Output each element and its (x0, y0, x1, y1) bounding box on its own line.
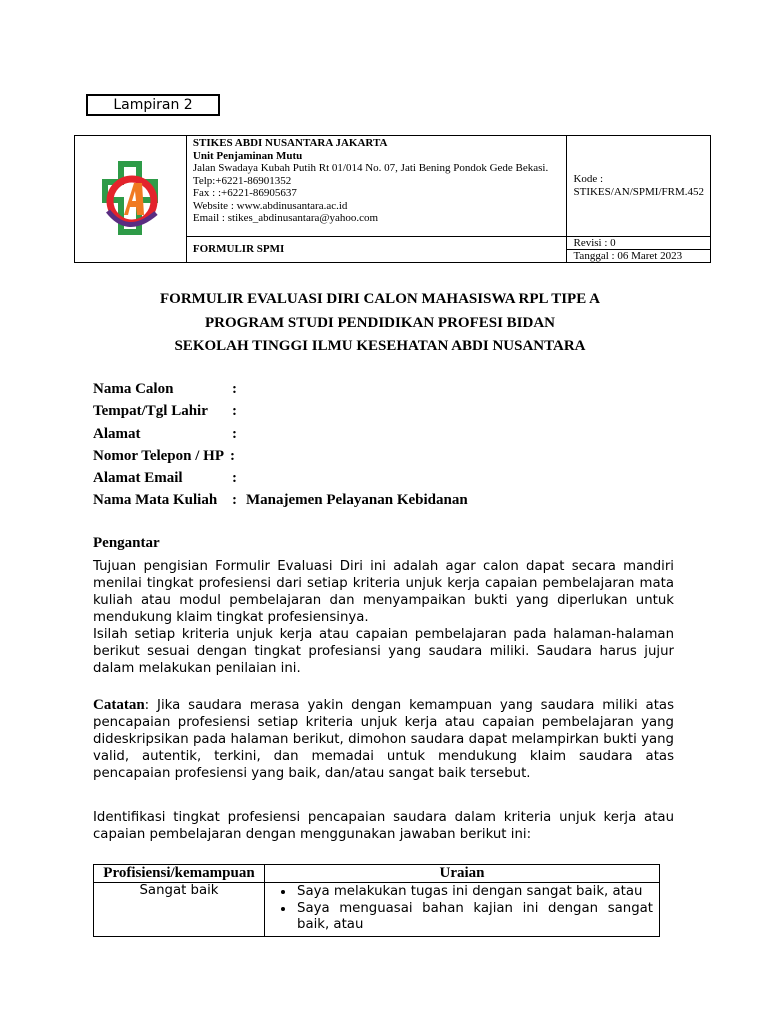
proficiency-level: Sangat baik (94, 883, 265, 937)
field-alamat: Alamat : (93, 425, 237, 442)
identifikasi-paragraph: Identifikasi tingkat profesiensi pencapaian saudara dalam kriteria unjuk kerja atau capaian pembelajaran dengan menggunakan jawaban berikut ini: (93, 810, 674, 842)
field-alamat-email: Alamat Email : (93, 470, 237, 487)
revisi-text: Revisi : 0 (567, 237, 710, 250)
list-item: • Saya melakukan tugas ini dengan sangat baik, atau (295, 884, 653, 901)
uraian-cell (265, 883, 660, 937)
proficiency-table (93, 864, 660, 937)
catatan-label: Catatan (93, 697, 145, 713)
table-header-row (94, 865, 660, 883)
field-tempat-tgl-lahir: Tempat/Tgl Lahir : (93, 403, 237, 420)
institution-info-cell (186, 136, 567, 237)
applicant-fields (93, 378, 468, 512)
kode-value: STIKES/AN/SPMI/FRM.452 (573, 186, 704, 198)
form-title (74, 288, 686, 359)
field-nomor-telepon: Nomor Telepon / HP : (93, 447, 235, 464)
pengantar-heading: Pengantar (93, 535, 160, 551)
unit-name: Unit Penjaminan Mutu (192, 149, 303, 162)
pengantar-paragraph-1: Tujuan pengisian Formulir Evaluasi Diri ini adalah agar calon dapat secara mandiri menilai tingkat profesiensi dari setiap kriteria unjuk kerja capaian pembelajaran mata kuliah atau modul pembelajaran dan menyampaikan bukti yang diperlukan untuk mendukung klaim tingkat profesiensinya. (93, 559, 674, 625)
table-row (94, 883, 660, 937)
document-header-table (74, 135, 711, 263)
email-text: Email : stikes_abdinusantara@yahoo.com (192, 212, 379, 224)
field-nama-calon: Nama Calon : (93, 381, 237, 397)
address-text: Jalan Swadaya Kubah Putih Rt 01/014 No. 07, Jati Bening Pondok Gede Bekasi. (192, 162, 549, 174)
title-line-2: PROGRAM STUDI PENDIDIKAN PROFESI BIDAN (204, 314, 556, 331)
telephone-text: Telp:+6221-86901352 (192, 174, 292, 187)
title-line-3: SEKOLAH TINGGI ILMU KESEHATAN ABDI NUSANTARA (174, 338, 586, 354)
revision-cell (567, 237, 711, 263)
form-label-cell: FORMULIR SPMI (186, 237, 567, 263)
title-line-1: FORMULIR EVALUASI DIRI CALON MAHASISWA RPL TIPE A (160, 291, 600, 307)
list-item: • Saya menguasai bahan kajian ini dengan sangat baik, atau (295, 901, 653, 934)
field-value: Manajemen Pelayanan Kebidanan (246, 492, 468, 509)
header-proficiency: Profisiensi/kemampuan (94, 865, 265, 883)
tanggal-text: Tanggal : 06 Maret 2023 (573, 250, 683, 262)
catatan-paragraph (93, 697, 674, 782)
lampiran-label: Lampiran 2 (86, 94, 220, 116)
logo-cell (75, 136, 187, 263)
uraian-list (271, 884, 653, 934)
pengantar-paragraph-2: Isilah setiap kriteria unjuk kerja atau capaian pembelajaran pada halaman-halaman berikut sesuai dengan tingkat profesiansi yang saudara miliki. Saudara harus jujur dalam melakukan penilaian ini. (93, 627, 674, 676)
website-text: Website : www.abdinusantara.ac.id (192, 199, 348, 212)
stikes-logo-icon (98, 157, 162, 239)
code-cell (567, 136, 711, 237)
catatan-text: : Jika saudara merasa yakin dengan kemampuan yang saudara miliki atas pencapaian profesiensi setiap kriteria unjuk kerja atau capaian pembelajaran yang dideskripsikan pada halaman berikut, dimohon saudara dapat melampirkan bukti yang valid, autentik, terkini, dan memadai untuk mendukung klaim saudara atas pencapaian profesiensi yang baik, dan/atau sangat baik tersebut. (93, 698, 674, 781)
institution-name: STIKES ABDI NUSANTARA JAKARTA (192, 137, 388, 149)
header-uraian: Uraian (265, 865, 660, 883)
kode-label: Kode : (573, 173, 604, 185)
field-nama-mata-kuliah: Nama Mata Kuliah : Manajemen Pelayanan Kebidanan (93, 492, 468, 509)
fax-text: Fax : :+6221-86905637 (192, 187, 297, 199)
